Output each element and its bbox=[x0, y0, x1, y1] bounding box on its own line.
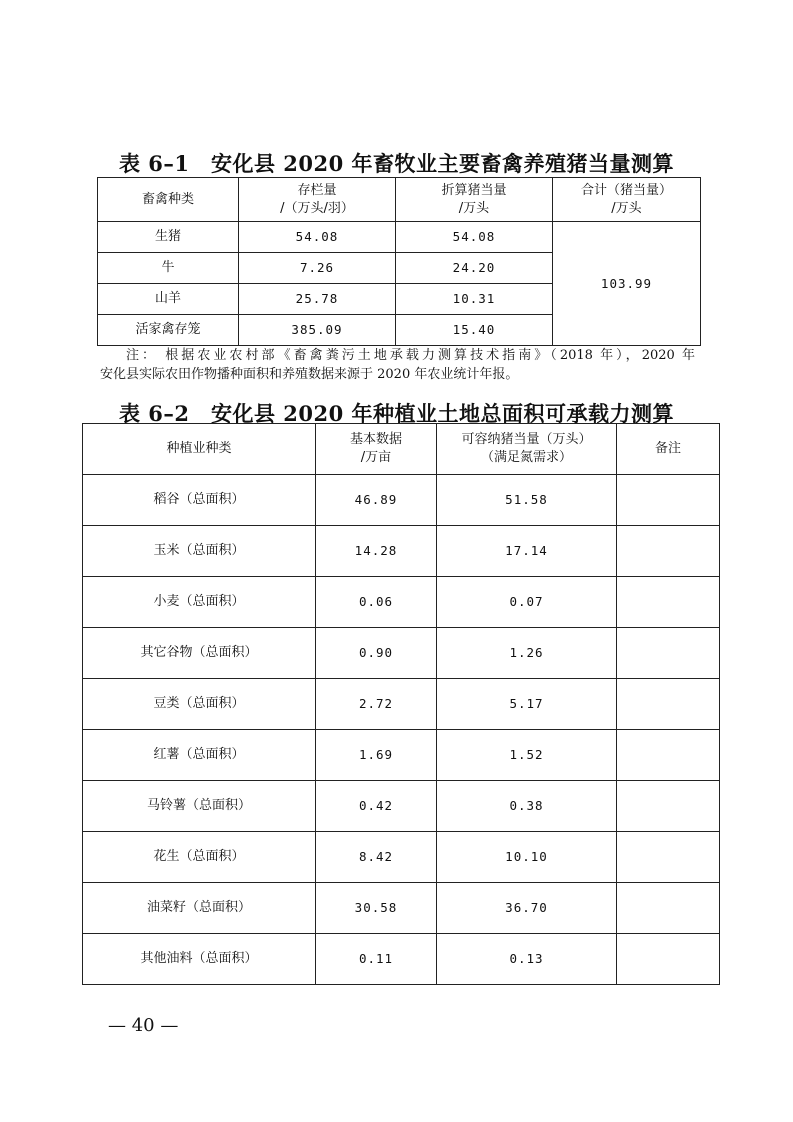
table2-title: 表 6–2 安化县 2020 年种植业土地总面积可承载力测算 bbox=[118, 401, 675, 426]
base-value: 46.89 bbox=[316, 475, 437, 526]
header-pig-equivalent-line2: /万头 bbox=[458, 200, 490, 216]
table-row bbox=[83, 679, 720, 730]
crop-name: 豆类（总面积） bbox=[83, 679, 316, 730]
capacity-value: 1.52 bbox=[437, 730, 617, 781]
header-stock-line1: 存栏量 bbox=[297, 182, 337, 198]
capacity-value: 0.13 bbox=[437, 934, 617, 985]
remark-cell bbox=[617, 628, 720, 679]
remark-cell bbox=[617, 475, 720, 526]
table-row bbox=[83, 577, 720, 628]
remark-cell bbox=[617, 832, 720, 883]
header-stock bbox=[239, 178, 396, 222]
table-row bbox=[83, 934, 720, 985]
equiv-value: 10.31 bbox=[396, 284, 553, 315]
remark-cell bbox=[617, 730, 720, 781]
header-pig-equivalent-line1: 折算猪当量 bbox=[441, 182, 507, 198]
capacity-value: 10.10 bbox=[437, 832, 617, 883]
capacity-value: 17.14 bbox=[437, 526, 617, 577]
header-capacity-line2: （满足氮需求） bbox=[480, 450, 572, 465]
header-total-line1: 合计（猪当量） bbox=[580, 182, 672, 198]
table2-header-row bbox=[83, 424, 720, 475]
planting-land-capacity-table bbox=[82, 423, 720, 985]
crop-name: 油菜籽（总面积） bbox=[83, 883, 316, 934]
livestock-name: 活家禽存笼 bbox=[98, 315, 239, 346]
base-value: 0.06 bbox=[316, 577, 437, 628]
stock-value: 385.09 bbox=[239, 315, 396, 346]
table-row bbox=[83, 526, 720, 577]
crop-name: 其它谷物（总面积） bbox=[83, 628, 316, 679]
table1-title: 表 6–1 安化县 2020 年畜牧业主要畜禽养殖猪当量测算 bbox=[118, 151, 675, 176]
header-base-data bbox=[316, 424, 437, 475]
base-value: 14.28 bbox=[316, 526, 437, 577]
table-row bbox=[83, 781, 720, 832]
header-remark: 备注 bbox=[617, 424, 720, 475]
remark-cell bbox=[617, 526, 720, 577]
table1-note bbox=[100, 346, 695, 384]
header-base-data-line2: /万亩 bbox=[360, 450, 392, 465]
table-row bbox=[83, 628, 720, 679]
stock-value: 25.78 bbox=[239, 284, 396, 315]
equiv-value: 15.40 bbox=[396, 315, 553, 346]
stock-value: 54.08 bbox=[239, 222, 396, 253]
base-value: 0.42 bbox=[316, 781, 437, 832]
remark-cell bbox=[617, 679, 720, 730]
remark-cell bbox=[617, 883, 720, 934]
capacity-value: 1.26 bbox=[437, 628, 617, 679]
header-base-data-line1: 基本数据 bbox=[349, 432, 402, 447]
crop-name: 红薯（总面积） bbox=[83, 730, 316, 781]
remark-cell bbox=[617, 577, 720, 628]
stock-value: 7.26 bbox=[239, 253, 396, 284]
total-value: 103.99 bbox=[553, 222, 701, 346]
base-value: 0.11 bbox=[316, 934, 437, 985]
header-crop-type: 种植业种类 bbox=[83, 424, 316, 475]
crop-name: 玉米（总面积） bbox=[83, 526, 316, 577]
base-value: 1.69 bbox=[316, 730, 437, 781]
header-total bbox=[553, 178, 701, 222]
livestock-name: 生猪 bbox=[98, 222, 239, 253]
capacity-value: 51.58 bbox=[437, 475, 617, 526]
base-value: 30.58 bbox=[316, 883, 437, 934]
table-row bbox=[98, 222, 701, 253]
note-line-1: 注： 根据农业农村部《畜禽粪污土地承载力测算技术指南》（2018 年），2020 年 bbox=[126, 348, 695, 363]
livestock-pig-equivalent-table bbox=[97, 177, 701, 346]
equiv-value: 24.20 bbox=[396, 253, 553, 284]
crop-name: 马铃薯（总面积） bbox=[83, 781, 316, 832]
note-line-2: 安化县实际农田作物播种面积和养殖数据来源于 2020 年农业统计年报。 bbox=[100, 367, 519, 382]
base-value: 2.72 bbox=[316, 679, 437, 730]
crop-name: 小麦（总面积） bbox=[83, 577, 316, 628]
header-pig-equivalent bbox=[396, 178, 553, 222]
capacity-value: 5.17 bbox=[437, 679, 617, 730]
table-row bbox=[83, 883, 720, 934]
table-row bbox=[83, 475, 720, 526]
table-row bbox=[83, 832, 720, 883]
crop-name: 稻谷（总面积） bbox=[83, 475, 316, 526]
remark-cell bbox=[617, 934, 720, 985]
crop-name: 其他油料（总面积） bbox=[83, 934, 316, 985]
header-capacity bbox=[437, 424, 617, 475]
base-value: 8.42 bbox=[316, 832, 437, 883]
livestock-name: 山羊 bbox=[98, 284, 239, 315]
capacity-value: 0.38 bbox=[437, 781, 617, 832]
header-livestock-type: 畜禽种类 bbox=[98, 178, 239, 222]
base-value: 0.90 bbox=[316, 628, 437, 679]
capacity-value: 0.07 bbox=[437, 577, 617, 628]
table1-header-row bbox=[98, 178, 701, 222]
header-stock-line2: /（万头/羽） bbox=[280, 200, 354, 216]
table-row bbox=[83, 730, 720, 781]
header-total-line2: /万头 bbox=[611, 200, 642, 216]
equiv-value: 54.08 bbox=[396, 222, 553, 253]
crop-name: 花生（总面积） bbox=[83, 832, 316, 883]
capacity-value: 36.70 bbox=[437, 883, 617, 934]
remark-cell bbox=[617, 781, 720, 832]
livestock-name: 牛 bbox=[98, 253, 239, 284]
page-number: — 40 — bbox=[108, 1015, 179, 1036]
header-capacity-line1: 可容纳猪当量（万头） bbox=[461, 432, 592, 447]
